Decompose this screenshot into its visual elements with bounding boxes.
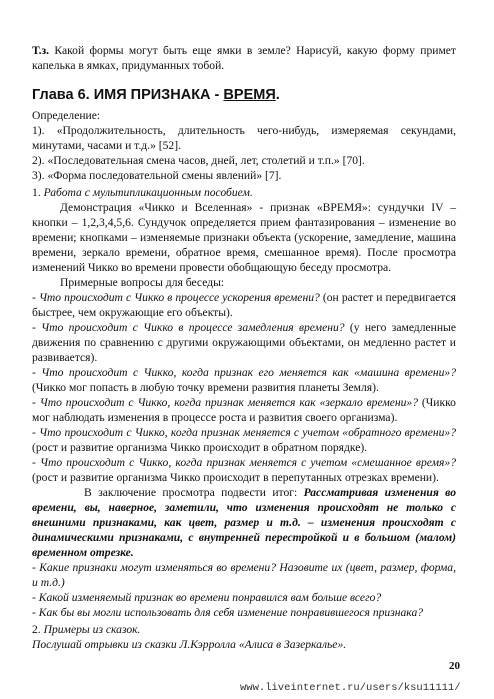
chapter-heading <box>32 87 280 103</box>
question: - Что происходит с Чикко, когда признак меняется с учетом «обратного времени»? <box>32 426 456 439</box>
summary-lead: В заключение просмотра подвести итог: <box>84 486 304 499</box>
answer: (Чикко мог попасть в любую точку времени развития планеты Земля). <box>32 381 379 394</box>
watermark-url: www.liveinternet.ru/users/ksu11111/ <box>240 682 461 694</box>
section-2-line: Послушай отрывки из сказки Л.Кэрролла «Алиса в Зазеркалье». <box>32 638 347 651</box>
answer: (Чикко мог наблюдать изменения в процессе роста и развития своего организма). <box>32 396 456 424</box>
task-paragraph <box>32 43 456 73</box>
page-number: 20 <box>449 660 460 672</box>
answer: (он растет и передвигается быстрее, чем окружающие его объекты). <box>32 291 456 319</box>
section-1-number: 1. <box>32 186 44 199</box>
section-1 <box>32 185 456 620</box>
section-2 <box>32 622 456 652</box>
question: - Что происходит с Чикко в процессе замедления времени? <box>32 321 345 334</box>
question: - Что происходит с Чикко, когда признак меняется как «зеркало времени»? <box>32 396 419 409</box>
final-question: - Какой изменяемый признак во времени понравился вам больше всего? <box>32 591 382 604</box>
summary-paragraph <box>32 485 456 560</box>
definition-item: 2). «Последовательная смена часов, дней, лет, столетий и т.п.» [70]. <box>32 154 365 167</box>
final-question: - Как бы вы могли использовать для себя изменение понравившегося признака? <box>32 606 424 619</box>
chapter-keyword: ВРЕМЯ <box>223 87 276 103</box>
question: - Что происходит с Чикко, когда признак его меняется как «машина времени»? <box>32 366 456 379</box>
final-question: - Какие признаки могут изменяться во времени? Назовите их (цвет, размер, форма, и т.д.) <box>32 561 456 589</box>
task-label: Т.з. <box>32 44 50 57</box>
questions-heading: Примерные вопросы для беседы: <box>60 276 225 289</box>
qa-item <box>32 395 456 425</box>
answer: (у него замедленные движения по сравнению с другими окружающими объектами, он медленно растет и развивается). <box>32 321 456 364</box>
question: - Что происходит с Чикко в процессе ускорения времени? <box>32 291 320 304</box>
qa-item <box>32 455 456 485</box>
section-2-number: 2. <box>32 623 44 636</box>
section-2-title <box>32 622 456 637</box>
qa-item <box>32 320 456 365</box>
task-text: Какой формы могут быть еще ямки в земле? Нарисуй, какую форму примет капелька в ямках, придуманных тобой. <box>32 44 456 72</box>
answer: (рост и развитие организма Чикко происходит в обратном порядке). <box>32 441 368 454</box>
qa-item <box>32 425 456 455</box>
qa-item <box>32 365 456 395</box>
chapter-suffix: . <box>275 87 280 103</box>
definition-item: 3). «Форма последовательной смены явлений» [7]. <box>32 169 282 182</box>
definition-heading: Определение: <box>32 109 101 122</box>
summary-emphasis: Рассматривая изменения во времени, вы, наверное, заметили, что изменения происходят не только с внешними признаками, как цвет, размер и т.д. – изменения происходят с динамическими признаками, с внутренней перестройкой и в большом (малом) временном отрезке. <box>32 486 457 559</box>
chapter-prefix: Глава 6. ИМЯ ПРИЗНАКА - <box>32 87 224 103</box>
answer: (рост и развитие организма Чикко происходит в перепутанных отрезках времени). <box>32 471 439 484</box>
definition-block <box>32 108 456 183</box>
section-2-title-text: Примеры из сказок. <box>43 623 141 636</box>
demo-paragraph: Демонстрация «Чикко и Вселенная» - признак «ВРЕМЯ»: сундучки IV – кнопки – 1,2,3,4,5,6. Сундучок определяется прием фантазирования – изменение во времени; кнопками – изменяемые признаки объекта (ускорение, замедление, машина времени, зеркало времени, обратное время, смешанное время). После просмотра изменений Чикко во времени провести обобщающую беседу просмотра. <box>32 201 456 274</box>
section-1-title <box>32 185 456 200</box>
question: - Что происходит с Чикко, когда признак меняется с учетом «смешанное время»? <box>32 456 456 469</box>
section-1-title-text: Работа с мультипликационным пособием. <box>43 186 253 199</box>
qa-item <box>32 290 456 320</box>
definition-item: 1). «Продолжительность, длительность чего-нибудь, измеряемая секундами, минутами, часами и т.д.» [52]. <box>32 124 456 152</box>
